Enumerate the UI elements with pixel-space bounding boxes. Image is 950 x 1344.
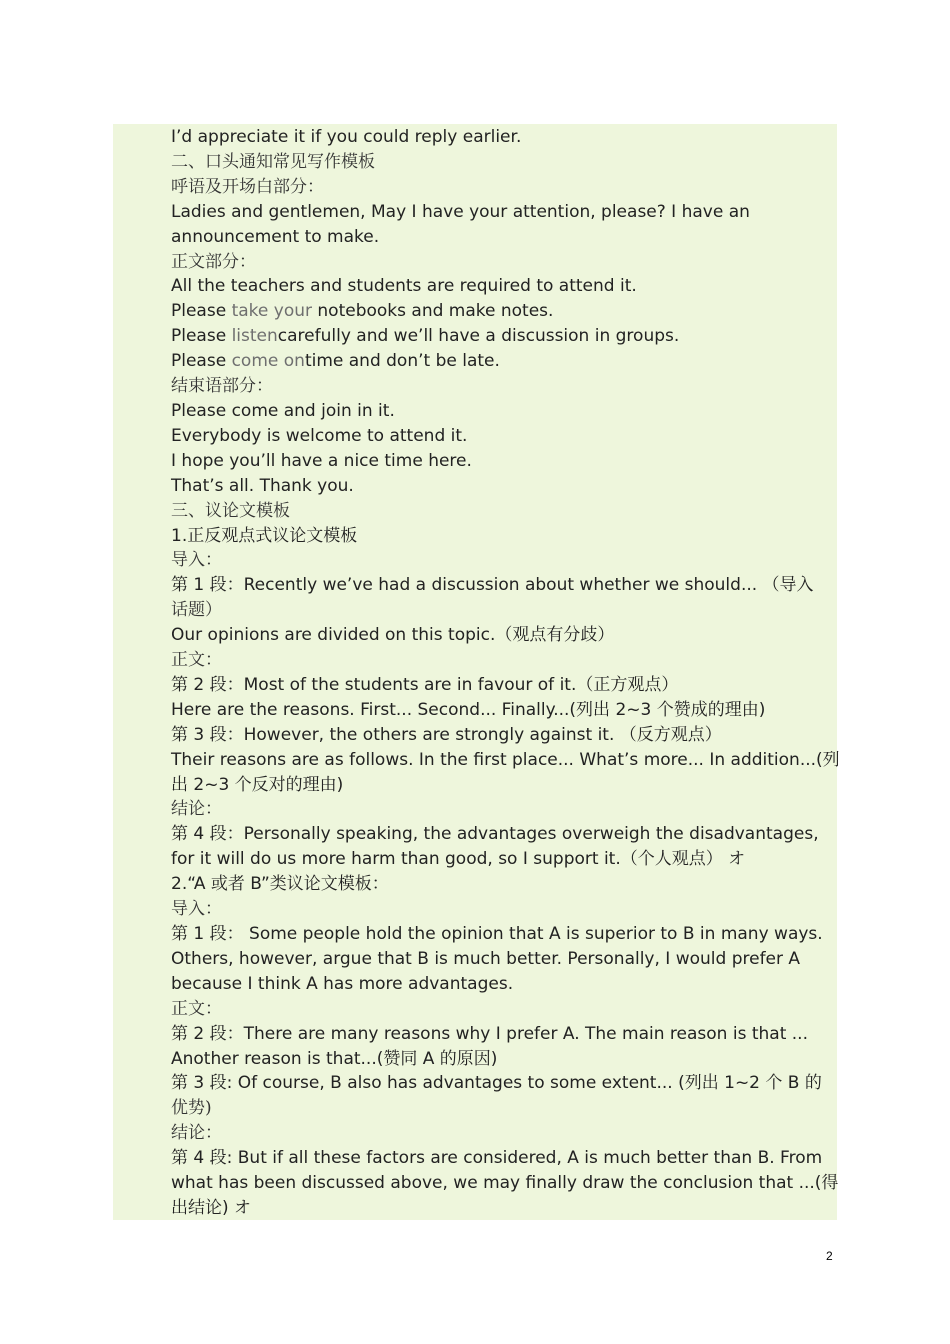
document-body <box>171 125 839 1221</box>
text-line: 第 3 段：However, the others are strongly against it. （反方观点） <box>171 724 722 745</box>
subheading: 正文： <box>171 650 222 671</box>
text-line: 第 4 段: But if all these factors are considered, A is much better than B. From <box>171 1148 823 1169</box>
text-line: 出 2~3 个反对的理由) <box>171 774 344 795</box>
subheading: 正文： <box>171 998 222 1019</box>
text-span: notebooks and make notes. <box>312 301 554 322</box>
page-number: 2 <box>826 1249 833 1263</box>
highlighted-phrase: come on <box>231 351 305 372</box>
text-line: Another reason is that...(赞同 A 的原因) <box>171 1048 498 1069</box>
text-line: Please come and join in it. <box>171 400 395 421</box>
text-line: 第 1 段： Some people hold the opinion that A is superior to B in many ways. <box>171 924 823 944</box>
subheading: 结论： <box>171 1123 222 1144</box>
text-line: Our opinions are divided on this topic.（观点有分歧） <box>171 625 615 646</box>
text-span: Please <box>171 326 232 347</box>
text-line <box>171 299 839 324</box>
text-line: Here are the reasons. First... Second... Finally...(列出 2~3 个赞成的理由) <box>171 699 766 720</box>
highlighted-phrase: listen <box>231 326 278 347</box>
text-line <box>171 324 839 349</box>
text-line: 话题） <box>171 600 222 621</box>
text-line: All the teachers and students are required to attend it. <box>171 276 637 297</box>
text-line: 第 4 段：Personally speaking, the advantages overweigh the disadvantages, <box>171 824 819 845</box>
section-heading: 三、议论文模板 <box>171 500 290 521</box>
text-line: Their reasons are as follows. In the first place... What’s more... In addition...(列 <box>171 749 840 770</box>
text-line: I’d appreciate it if you could reply earlier. <box>171 127 522 147</box>
text-line: 出结论) オ <box>171 1197 252 1218</box>
section-heading: 二、口头通知常见写作模板 <box>171 151 375 172</box>
text-line: Everybody is welcome to attend it. <box>171 425 468 446</box>
text-span: carefully and we’ll have a discussion in groups. <box>277 326 680 347</box>
subheading: 导入： <box>171 899 222 920</box>
text-span: time and don’t be late. <box>304 351 500 372</box>
text-line: announcement to make. <box>171 226 380 247</box>
text-line: 优势) <box>171 1098 212 1119</box>
text-line: 第 3 段: Of course, B also has advantages to some extent... (列出 1~2 个 B 的 <box>171 1073 822 1094</box>
subheading: 结论： <box>171 799 222 820</box>
text-line: for it will do us more harm than good, so I support it.（个人观点） オ <box>171 849 746 870</box>
text-line: 第 2 段：Most of the students are in favour of it.（正方观点） <box>171 674 679 695</box>
text-span: Please <box>171 351 232 372</box>
text-line: I hope you’ll have a nice time here. <box>171 450 472 471</box>
text-line: what has been discussed above, we may finally draw the conclusion that ...(得 <box>171 1173 839 1194</box>
highlighted-phrase: take your <box>231 301 312 322</box>
text-line: Others, however, argue that B is much better. Personally, I would prefer A <box>171 948 801 969</box>
subheading: 导入： <box>171 550 222 571</box>
text-line: 第 1 段：Recently we’ve had a discussion about whether we should... （导入 <box>171 575 814 596</box>
text-line: That’s all. Thank you. <box>171 475 354 496</box>
subheading: 呼语及开场白部分： <box>171 176 324 197</box>
text-line <box>171 349 839 374</box>
text-span: Please <box>171 301 232 322</box>
subheading: 正文部分： <box>171 251 256 272</box>
subheading: 结束语部分： <box>171 376 273 397</box>
subheading: 2.“A 或者 B”类议论文模板： <box>171 874 389 895</box>
text-line: Ladies and gentlemen, May I have your attention, please? I have an <box>171 201 750 222</box>
subheading: 1.正反观点式议论文模板 <box>171 525 358 546</box>
text-line: 第 2 段：There are many reasons why I prefer A. The main reason is that ... <box>171 1023 808 1044</box>
text-line: because I think A has more advantages. <box>171 973 514 994</box>
